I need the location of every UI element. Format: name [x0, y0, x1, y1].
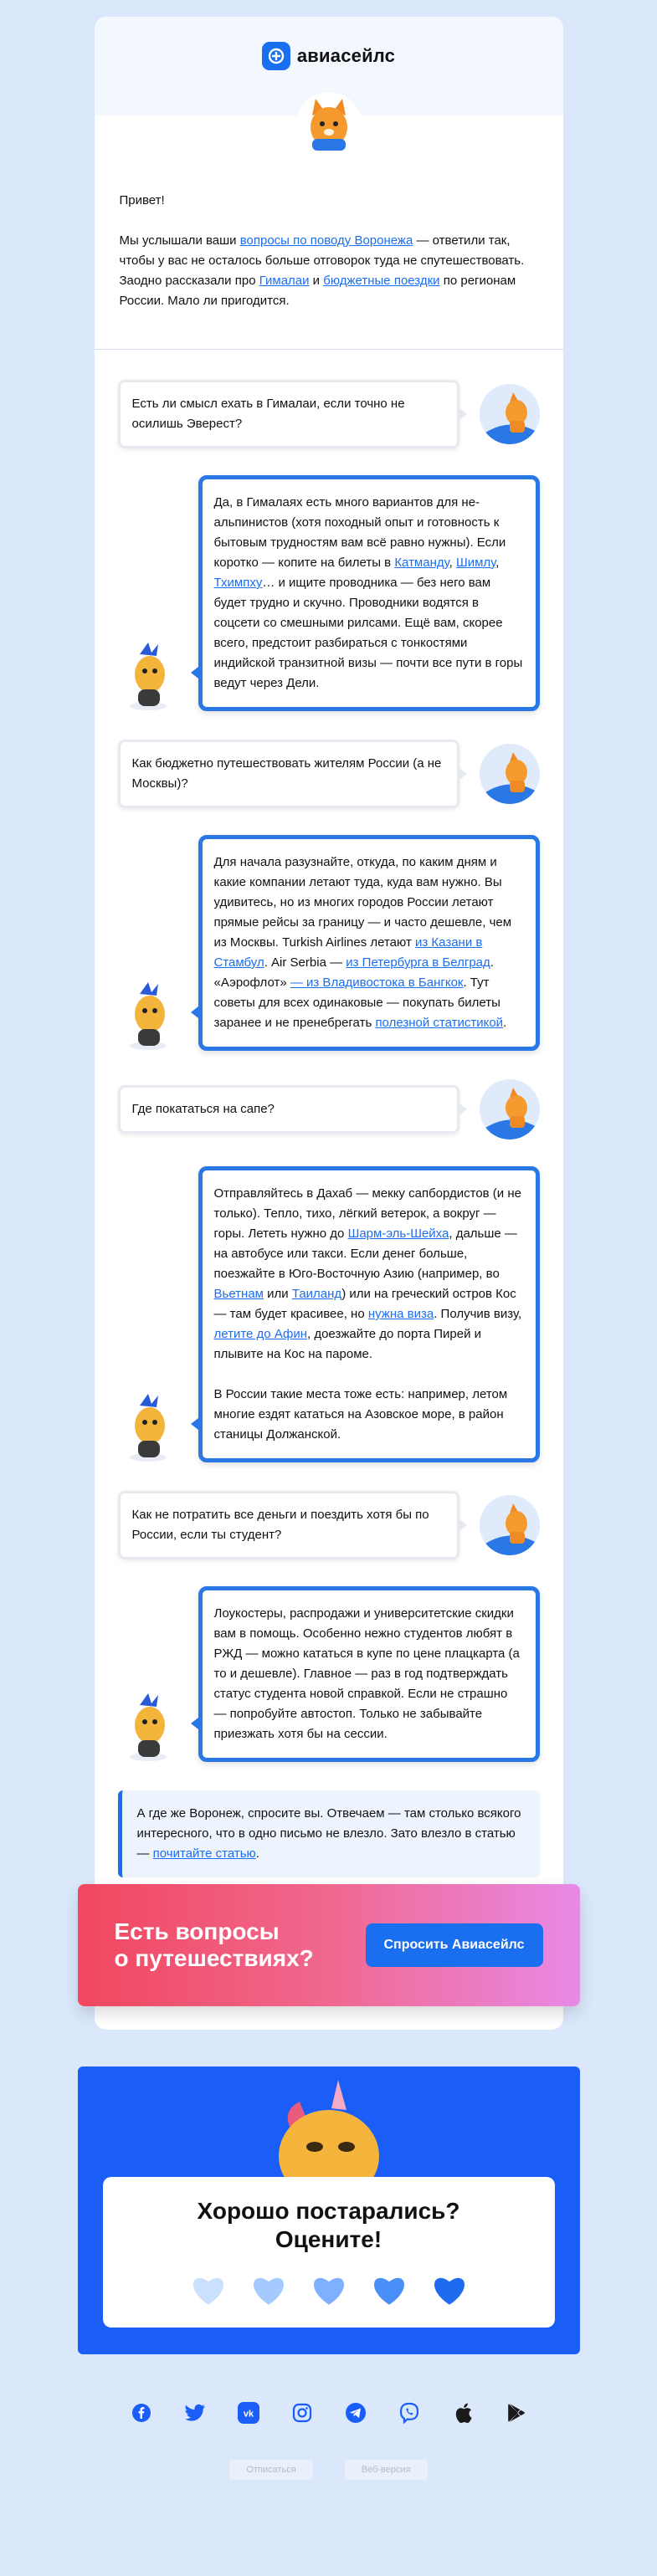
question-row: [118, 1079, 540, 1139]
qa-chat: [95, 350, 563, 1877]
heart-rating-2-icon[interactable]: [249, 2272, 288, 2307]
link-read-article[interactable]: почитайте статью: [152, 1846, 256, 1861]
question-row: [118, 380, 540, 448]
ask-banner-title: [115, 1918, 314, 1972]
answer-text: . Получив визу,: [434, 1307, 522, 1321]
answer-text: , дальше — на автобусе или такси. Если денег больше, поезжайте в Юго-Восточную Азию (например, во: [213, 1227, 517, 1281]
question-bubble: Где покататься на сапе?: [118, 1085, 459, 1134]
cat-mascot-icon: [294, 90, 364, 161]
question-row: [118, 1491, 540, 1559]
horse-avatar-icon: [118, 981, 178, 1051]
horse-avatar-icon: [118, 1392, 178, 1462]
plane-logo-icon: [262, 42, 290, 70]
rating-title: [103, 2197, 555, 2254]
answer-text: .: [503, 1016, 507, 1030]
ask-aviasales-button[interactable]: Спросить Авиасейлс: [366, 1923, 543, 1967]
link-visa[interactable]: нужна виза: [367, 1307, 434, 1321]
question-bubble: Есть ли смысл ехать в Гималаи, если точно не осилишь Эверест?: [118, 380, 459, 448]
ask-banner-title-line: о путешествиях?: [114, 1945, 314, 1971]
heart-rating-5-icon[interactable]: [430, 2272, 469, 2307]
answer-row: [118, 1166, 540, 1462]
cat-avatar-icon: [480, 384, 540, 444]
horse-avatar-icon: [118, 1692, 178, 1762]
link-himalayas[interactable]: Гималаи: [259, 274, 310, 288]
link-vietnam[interactable]: Вьетнам: [213, 1287, 264, 1301]
answer-text: ) или на греческий остров Кос — там будет красивее, но: [213, 1287, 516, 1321]
rating-card: [103, 2177, 555, 2328]
rating-title-line: Хорошо постарались?: [197, 2198, 460, 2224]
apple-icon[interactable]: [451, 2401, 475, 2425]
answer-text: . Air Serbia —: [264, 955, 346, 970]
rating-block: [78, 2066, 580, 2354]
answer-text: ,: [449, 556, 456, 570]
svg-text:vk: vk: [243, 2409, 254, 2420]
answer-bubble: Лоукостеры, распродажи и университетские скидки вам в помощь. Особенно нежно студентов любят в РЖД — можно кататься в купе по цене плацкарта (а то и дешевле). Главное — раз в год подтверждать статус студента новой справкой. Если не страшно — попробуйте автостоп. Только не забывайте приезжать хотя бы на сессии.: [198, 1586, 540, 1762]
question-bubble: Как не потратить все деньги и поездить хотя бы по России, если ты студент?: [118, 1491, 459, 1559]
answer-text: В России такие места тоже есть: например, летом многие ездят кататься на Азовское море, в район станицы Должанской.: [213, 1387, 508, 1442]
link-vladivostok-bangkok[interactable]: — из Владивостока в Бангкок: [290, 976, 464, 990]
link-kathmandu[interactable]: Катманду: [394, 556, 449, 570]
answer-row: [118, 835, 540, 1051]
twitter-icon[interactable]: [183, 2401, 207, 2425]
answer-bubble: [198, 475, 540, 711]
social-links: [0, 2401, 657, 2425]
answer-text: . «Аэрофлот»: [213, 955, 494, 990]
intro-text-part: — ответили так, чтобы у вас не осталось больше отговорок туда не спутешествовать. Заодно рассказали про: [119, 233, 525, 288]
telegram-icon[interactable]: [344, 2401, 367, 2425]
link-useful-statistics[interactable]: полезной статистикой: [375, 1016, 504, 1030]
email-card: [95, 17, 563, 1943]
cat-avatar-icon: [480, 744, 540, 804]
heart-rating-3-icon[interactable]: [310, 2272, 348, 2307]
ask-banner: [78, 1884, 580, 2006]
footer-links: [0, 2460, 657, 2480]
intro-text-part: по регионам России. Мало ли пригодится.: [119, 274, 516, 308]
answer-text: ,: [495, 556, 500, 570]
unicorn-mascot-icon: [266, 2077, 392, 2194]
question-row: [118, 740, 540, 808]
link-thimphu[interactable]: Тхимпху: [213, 576, 263, 590]
brand-name: авиасейлс: [296, 45, 396, 66]
greeting: Привет!: [119, 193, 165, 207]
question-bubble: Как бюджетно путешествовать жителям России (а не Москвы)?: [118, 740, 459, 808]
web-version-link[interactable]: Веб-версия: [345, 2460, 428, 2480]
rating-title-line: Оцените!: [275, 2226, 382, 2252]
answer-text: Да, в Гималаях есть много вариантов для не-альпинистов (хотя походный опыт и готовность к бытовым трудностям вам всё равно нужны). Если коротко — копите на билеты в: [213, 495, 506, 570]
heart-rating-4-icon[interactable]: [370, 2272, 408, 2307]
cat-avatar-icon: [480, 1079, 540, 1139]
link-shimla[interactable]: Шимлу: [455, 556, 496, 570]
intro-text-part: и: [309, 274, 324, 288]
link-budget-trips[interactable]: бюджетные поездки: [323, 274, 440, 288]
link-sharm-el-sheikh[interactable]: Шарм-эль-Шейха: [347, 1227, 449, 1241]
note-text: .: [255, 1846, 259, 1861]
vk-icon[interactable]: [237, 2401, 260, 2425]
answer-bubble: [198, 835, 540, 1051]
heart-rating-1-icon[interactable]: [189, 2272, 228, 2307]
ask-banner-title-line: Есть вопросы: [114, 1918, 280, 1944]
link-kazan-istanbul[interactable]: из Казани в Стамбул: [213, 935, 483, 970]
brand-logo[interactable]: [262, 42, 395, 70]
answer-text: . Тут советы для всех одинаковые — покупать билеты заранее и не пренебрегать: [213, 976, 500, 1030]
answer-text: Для начала разузнайте, откуда, по каким дням и какие компании летают туда, куда вам нужно. Вы удивитесь, но из многих городов России летают прямые рейсы за границу — и часто дешевле, чем из Москвы. Turkish Airlines летают: [213, 855, 512, 950]
horse-avatar-icon: [118, 641, 178, 711]
answer-row: [118, 475, 540, 711]
intro-paragraph: [120, 231, 538, 311]
facebook-icon[interactable]: [130, 2401, 153, 2425]
rating-hearts: [103, 2272, 555, 2307]
link-petersburg-belgrade[interactable]: из Петербурга в Белград: [346, 955, 490, 970]
voronezh-note: [118, 1790, 540, 1877]
answer-text: Отправляйтесь в Дахаб — мекку сапбордистов (и не только). Тепло, тихо, лёгкий ветерок, а вокруг — горы. Лететь нужно до: [213, 1186, 521, 1241]
answer-bubble: [198, 1166, 540, 1462]
cat-avatar-icon: [480, 1495, 540, 1555]
intro-text-part: Мы услышали ваши: [119, 233, 240, 248]
answer-text: или: [263, 1287, 292, 1301]
instagram-icon[interactable]: [290, 2401, 314, 2425]
viber-icon[interactable]: [398, 2401, 421, 2425]
answer-text: , доезжайте до порта Пирей и плывите на Кос на пароме.: [213, 1327, 482, 1361]
answer-row: [118, 1586, 540, 1762]
answer-text: … и ищите проводника — без него вам будет трудно и скучно. Проводники водятся в соцсети со смешными рилсами. Ещё вам, скорее всего, предстоит разбираться с тонкостями индийской транзитной визы — почти все пути в горы ведут через Дели.: [213, 576, 523, 690]
unsubscribe-link[interactable]: Отписаться: [229, 2460, 312, 2480]
note-text: А где же Воронеж, спросите вы. Отвечаем — там столько всякого интересного, что в одно письмо не влезло. Зато влезло в статью —: [136, 1806, 521, 1861]
link-fly-athens[interactable]: летите до Афин: [213, 1327, 307, 1341]
link-voronezh-questions[interactable]: вопросы по поводу Воронежа: [239, 233, 413, 248]
link-thailand[interactable]: Таиланд: [291, 1287, 342, 1301]
google-play-icon[interactable]: [505, 2401, 528, 2425]
